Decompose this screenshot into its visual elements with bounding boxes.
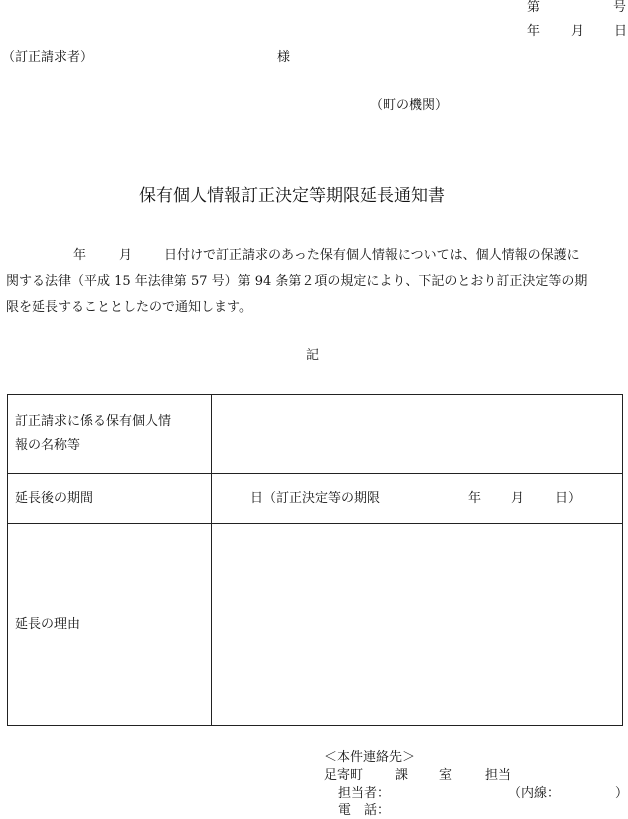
- number-dai-label: 第: [527, 0, 541, 15]
- number-go-label: 号: [613, 0, 627, 15]
- table-row: [8, 395, 623, 474]
- recipient-label: （訂正請求者）: [2, 50, 94, 65]
- reason-label-cell: 延長の理由: [8, 524, 212, 726]
- table-row: [8, 474, 623, 524]
- period-label-cell: 延長後の期間: [8, 474, 212, 524]
- contact-ka: 課: [395, 768, 409, 783]
- issuer-label: （町の機関）: [370, 98, 449, 113]
- contact-tel-label: 電 話：: [338, 803, 391, 818]
- recipient-honorific: 様: [277, 50, 291, 65]
- name-label-cell: [8, 395, 212, 474]
- name-label-line-1: 訂正請求に係る保有個人情: [15, 414, 172, 429]
- date-year-label: 年: [527, 24, 541, 39]
- reason-value-cell[interactable]: [212, 524, 623, 726]
- body-line-2: 関する法律（平成 15 年法律第 57 号）第 94 条第２項の規定により、下記のとおり訂正決定等の期: [6, 274, 588, 289]
- body-month: 月: [119, 248, 133, 263]
- contact-naisen-label: （内線：: [508, 786, 561, 801]
- document-title: 保有個人情報訂正決定等期限延長通知書: [139, 186, 445, 206]
- date-month-label: 月: [571, 24, 585, 39]
- body-line-1-text: 日付けで訂正請求のあった保有個人情報については、個人情報の保護に: [164, 248, 580, 263]
- period-year-label: 年: [468, 490, 482, 506]
- body-line-1: [6, 243, 624, 269]
- contact-naisen-close: ）: [615, 786, 628, 801]
- contact-person-label: 担当者：: [338, 786, 391, 801]
- contact-heading: ＜本件連絡先＞: [324, 750, 416, 765]
- contact-town: 足寄町: [324, 768, 364, 783]
- period-day-label: 日（訂正決定等の期限: [250, 490, 381, 506]
- body-line-3: 限を延長することとしたので通知します。: [6, 300, 252, 315]
- contact-tanto: 担当: [485, 768, 512, 783]
- period-value-cell[interactable]: [212, 474, 623, 524]
- notice-table: [7, 394, 623, 726]
- ki-label: 記: [306, 348, 320, 363]
- date-day-label: 日: [614, 24, 628, 39]
- name-value-cell[interactable]: [212, 395, 623, 474]
- period-month-label: 月: [511, 490, 525, 506]
- name-label-line-2: 報の名称等: [15, 438, 81, 453]
- contact-shitsu: 室: [439, 768, 453, 783]
- period-dayclose-label: 日）: [555, 490, 582, 506]
- body-year: 年: [73, 248, 87, 263]
- table-row: [8, 524, 623, 726]
